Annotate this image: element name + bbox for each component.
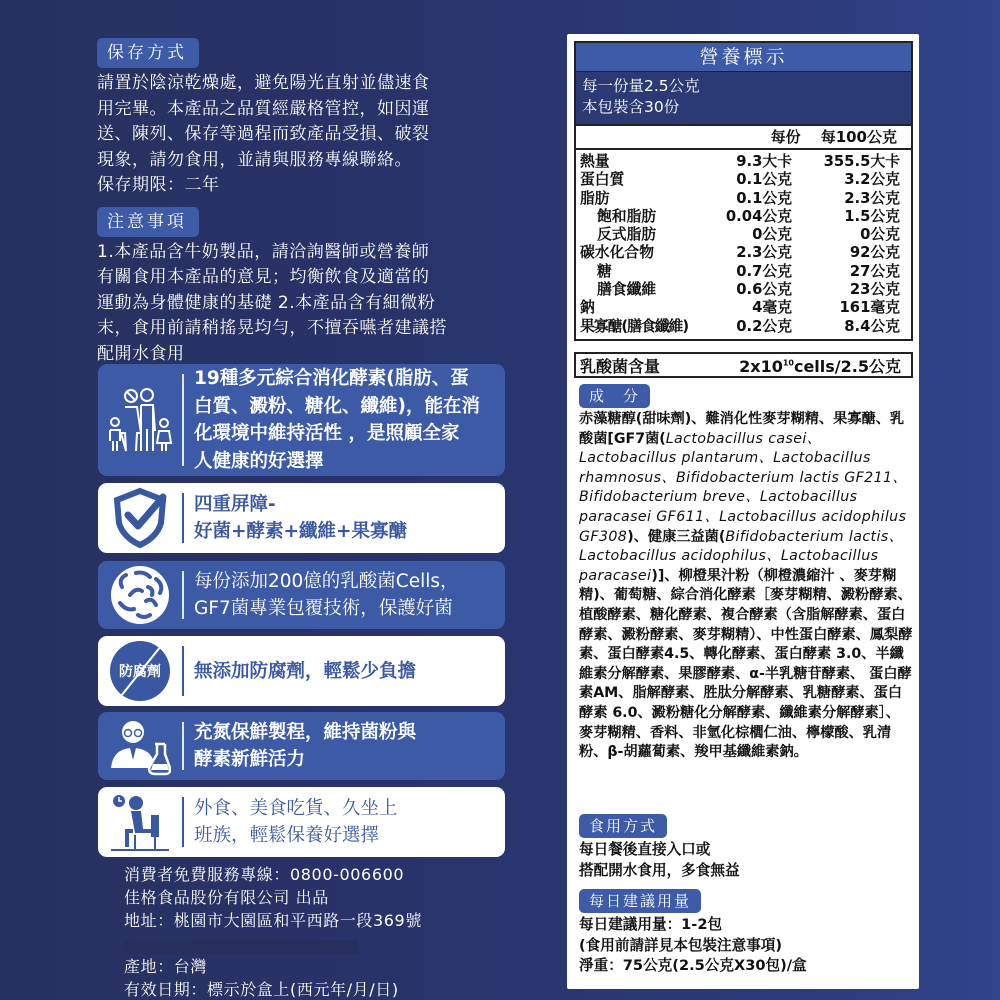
feature-text — [184, 719, 416, 773]
expiry-date: 有效日期：標示於盒上(西元年/月/日) — [124, 980, 399, 999]
company-info — [124, 863, 504, 1000]
family-icon — [98, 364, 182, 476]
shield-check-icon — [98, 483, 182, 553]
redaction-band — [124, 940, 358, 954]
daily-line: 每日建議用量：1-2包 — [579, 916, 723, 933]
feature-line: 班族，輕鬆保養好選擇 — [194, 825, 380, 846]
usage-line: 每日餐後直接入口或 — [579, 841, 711, 858]
notice-line: 運動為身體健康的基礎 2.本產品含有細微粉 — [97, 292, 436, 313]
feature-card-barrier — [98, 483, 505, 553]
feature-text — [184, 491, 407, 545]
nutrition-table — [574, 41, 913, 341]
net-weight: 淨重：75公克(2.5公克X30包)/盒 — [579, 957, 807, 974]
feature-card-office — [98, 787, 505, 857]
daily-dose-text — [579, 915, 909, 977]
shelf-life: 保存期限：二年 — [97, 175, 220, 195]
nutrition-title: 營養標示 — [576, 43, 911, 72]
notice-tag: 注意事項 — [97, 207, 199, 237]
nutrition-row: 鈉 4毫克 161毫克 — [580, 299, 900, 317]
usage-line: 搭配開水食用，多食無益 — [579, 861, 740, 879]
feature-card-probiotics — [98, 561, 505, 629]
daily-dose-tag: 每日建議用量 — [579, 889, 701, 913]
feature-line: 每份添加200億的乳酸菌Cells， — [194, 571, 459, 592]
ingredients-text: 赤藻糖醇(甜味劑)、難消化性麥芽糊精、果寡醣、乳酸菌[GF7菌(Lactobacillus casei、Lactobacillus plantarum、Lactobacillus rhamnosus、Bifidobacterium lactis GF211、Bifidobacterium breve、Lactobacillus paracasei GF611、Lactobacillus acidophilus GF308)、健康三益菌(Bifidobacterium lactis、Lactobacillus acidophilus、Lactobacillus paracasei)]、柳橙果汁粉（柳橙濃縮汁 、麥芽糊精)、葡萄糖、綜合消化酵素［麥芽糊精、澱粉酵素、植酸酵素、糖化酵素、複合酵素（含脂解酵素、蛋白酵素、澱粉酵素、麥芽糊精）、中性蛋白酵素、鳳梨酵素、蛋白酵素4.5、轉化酵素、蛋白酵素 3.0、半纖維素分解酵素、果膠酵素、α-半乳糖苷酵素、 蛋白酵素AM、脂解酵素、胜肽分解酵素、乳糖酵素、蛋白酵素 6.0、澱粉糖化分解酵素、纖維素分解酵素］、麥芽糊精、香料、非氫化棕櫚仁油、檸檬酸、乳清粉、β-胡蘿蔔素、羧甲基纖維素鈉。 — [579, 411, 913, 761]
storage-line: 用完畢。本產品之品質經嚴格管控，如因運 — [97, 98, 430, 119]
address: 地址：桃園市大園區和平西路一段369號 — [124, 911, 422, 930]
sitting-worker-clock-icon — [98, 787, 182, 857]
nutrition-row: 熱量 9.3大卡 355.5大卡 — [580, 153, 900, 170]
feature-card-enzymes — [98, 364, 505, 476]
feature-line: 酵素新鮮活力 — [194, 749, 306, 770]
storage-tag: 保存方式 — [97, 38, 199, 68]
storage-text — [97, 71, 507, 199]
origin: 產地：台灣 — [124, 957, 208, 976]
feature-card-nitrogen — [98, 712, 505, 780]
storage-line: 送、陳列、保存等過程而致產品受損、破裂 — [97, 124, 430, 144]
nutrition-row: 果寡醣(膳食纖維) 0.2公克 8.4公克 — [580, 317, 900, 335]
no-preservative-label: 防腐劑 — [119, 664, 161, 680]
storage-line: 請置於陰涼乾燥處，避免陽光直射並儘速食 — [97, 73, 430, 93]
daily-line: (食用前請詳見本包裝注意事項) — [579, 936, 783, 954]
nutrition-row: 脂肪 0.1公克 2.3公克 — [580, 189, 900, 207]
notice-line: 末，食用前請稍搖晃均勻，不擅吞嚥者建議搭 — [97, 318, 447, 338]
feature-line: 化環境中維持活性 ，是照顧全家 — [194, 423, 460, 444]
manufacturer: 佳格食品股份有限公司 出品 — [124, 888, 329, 907]
nutrition-row: 膳食纖維 0.6公克 23公克 — [597, 281, 900, 299]
probiotic-label: 乳酸菌含量 — [580, 356, 661, 376]
feature-line: 白質、澱粉、糖化、纖維)，能在消 — [194, 395, 480, 417]
nutrition-row: 反式脂肪 0公克 0公克 — [597, 226, 900, 244]
scientist-flask-icon — [98, 712, 182, 780]
serving-info — [576, 72, 911, 126]
feature-text — [184, 658, 416, 685]
nutrition-row: 糖 0.7公克 27公克 — [597, 262, 900, 280]
nutrition-header — [576, 126, 911, 150]
feature-line: 無添加防腐劑，輕鬆少負擔 — [194, 660, 417, 682]
usage-tag: 食用方式 — [579, 814, 667, 838]
feature-line: GF7菌專業包覆技術，保護好菌 — [194, 598, 453, 619]
hotline: 消費者免費服務專線：0800-006600 — [124, 865, 405, 884]
nutrition-rows — [576, 150, 911, 339]
probiotic-content — [574, 352, 913, 378]
label-panel — [567, 34, 919, 989]
feature-line: 充氮保鮮製程，維持菌粉與 — [194, 722, 417, 743]
nutrition-row: 飽和脂肪 0.04公克 1.5公克 — [597, 207, 900, 225]
feature-text — [184, 568, 459, 622]
feature-line: 四重屏障- — [194, 494, 276, 515]
servings-per-pack: 本包裝含30份 — [582, 98, 680, 116]
feature-line: 好菌+酵素+纖維+果寡醣 — [194, 521, 408, 542]
nutrition-row: 碳水化合物 2.3公克 92公克 — [580, 244, 900, 262]
usage-text — [579, 840, 909, 881]
nutrition-row: 蛋白質 0.1公克 3.2公克 — [580, 171, 900, 189]
probiotic-value: $2x10^{10}cells/2.5$公克 — [739, 356, 901, 376]
storage-line: 現象，請勿食用，並請與服務專線聯絡。 — [97, 149, 412, 170]
ingredients-tag: 成 分 — [579, 384, 650, 408]
notice-text — [97, 240, 507, 368]
serving-size: 每一份量2.5公克 — [582, 77, 700, 95]
feature-line: 19種多元綜合消化酵素(脂肪、蛋 — [194, 368, 469, 389]
no-preservative-icon — [98, 636, 182, 706]
notice-line: 有關食用本產品的意見；均衡飲食及適當的 — [97, 267, 430, 287]
col-per-serving: 每份 — [770, 128, 801, 146]
feature-text — [184, 795, 398, 849]
notice-line: 1.本產品含牛奶製品，請洽詢醫師或營養師 — [97, 241, 430, 262]
feature-line: 人健康的好選擇 — [194, 450, 324, 472]
left-column — [97, 38, 507, 367]
feature-card-no-preservative — [98, 636, 505, 706]
col-per-100g: 每100公克 — [820, 128, 897, 146]
notice-line: 配開水食用 — [97, 343, 185, 364]
feature-line: 外食、美食吃貨、久坐上 — [194, 798, 398, 819]
feature-text — [184, 365, 480, 475]
bacteria-icon — [98, 561, 182, 629]
